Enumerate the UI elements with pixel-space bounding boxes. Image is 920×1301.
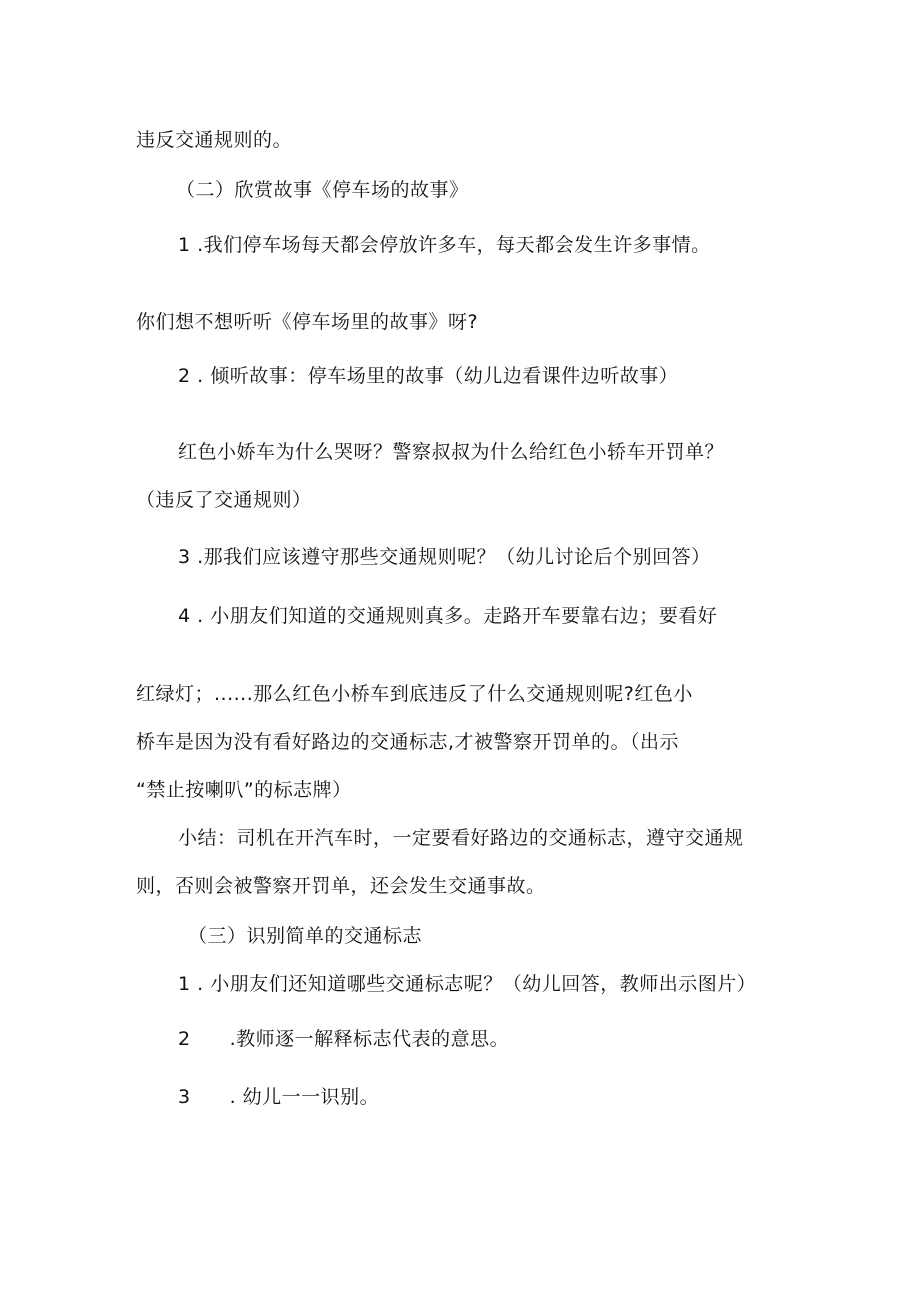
text-line-3: 1 .我们停车场每天都会停放许多车，每天都会发生许多事情。 bbox=[178, 234, 711, 256]
text-line-7: （违反了交通规则） bbox=[136, 489, 312, 511]
text-line-9: 4 . 小朋友们知道的交通规则真多。走路开车要靠右边；要看好 bbox=[178, 605, 718, 627]
section-heading-3: （三）识别简单的交通标志 bbox=[188, 925, 423, 947]
text-line-11: 桥车是因为没有看好路边的交通标志,才被警察开罚单的。（出示 bbox=[136, 731, 680, 753]
text-line-18: 3 . 幼儿一一识别。 bbox=[178, 1086, 380, 1108]
text-line-4: 你们想不想听听《停车场里的故事》呀? bbox=[136, 311, 479, 333]
summary-line-1: 小结：司机在开汽车时，一定要看好路边的交通标志，遵守交通规 bbox=[178, 827, 744, 849]
text-line-1: 违反交通规则的。 bbox=[136, 129, 293, 151]
text-line-16: 1 . 小朋友们还知道哪些交通标志呢？（幼儿回答，教师出示图片） bbox=[178, 973, 757, 995]
text-line-10: 红绿灯；......那么红色小桥车到底违反了什么交通规则呢?红色小 bbox=[136, 683, 693, 705]
section-heading-2: （二）欣赏故事《停车场的故事》 bbox=[176, 179, 469, 201]
summary-line-2: 则，否则会被警察开罚单，还会发生交通事故。 bbox=[136, 875, 546, 897]
text-line-8: 3 .那我们应该遵守那些交通规则呢？（幼儿讨论后个别回答） bbox=[178, 546, 711, 568]
text-line-12: “禁止按喇叭”的标志牌） bbox=[136, 779, 352, 801]
text-line-17: 2 .教师逐一解释标志代表的意思。 bbox=[178, 1028, 510, 1050]
text-line-6: 红色小娇车为什么哭呀？警察叔叔为什么给红色小轿车开罚单？ bbox=[178, 441, 725, 463]
text-line-5: 2 . 倾听故事：停车场里的故事（幼儿边看课件边听故事） bbox=[178, 365, 679, 387]
